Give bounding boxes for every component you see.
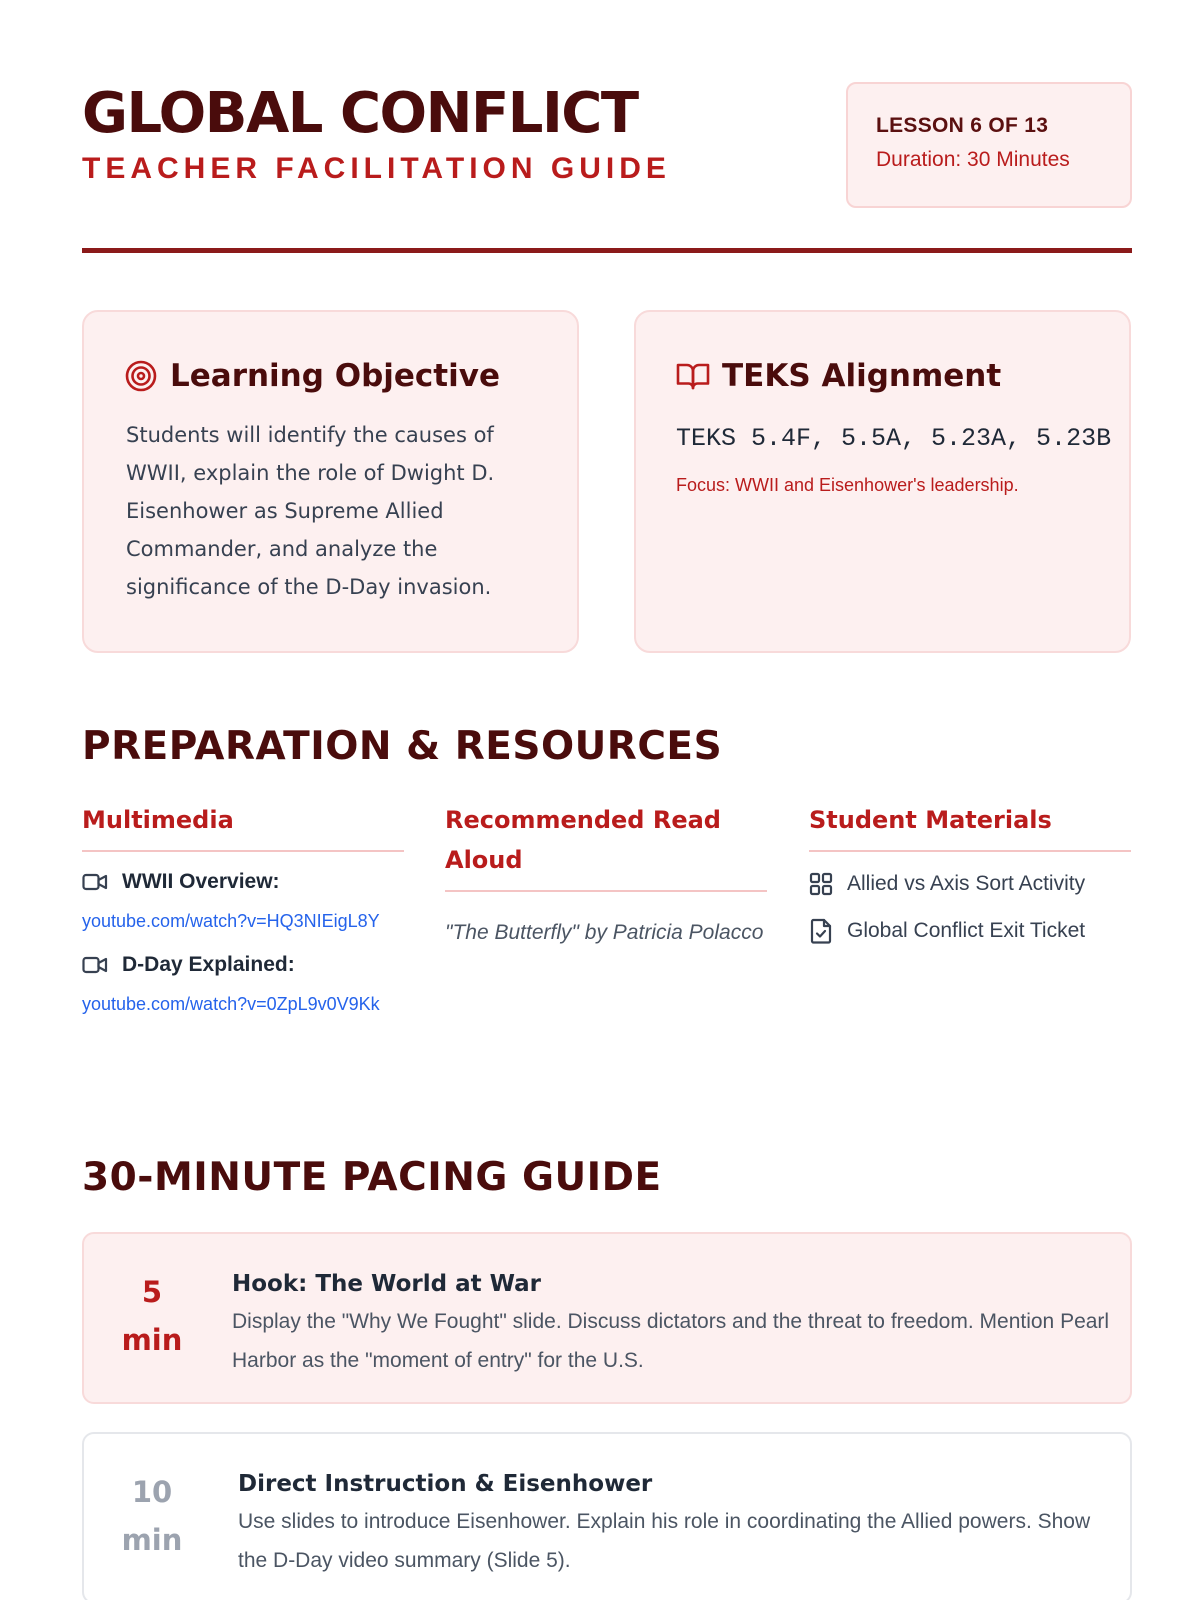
video-icon: [82, 955, 108, 975]
youtube-link[interactable]: youtube.com/watch?v=0ZpL9v0V9Kk: [82, 994, 380, 1014]
pacing-step: [82, 1432, 1132, 1600]
youtube-link[interactable]: youtube.com/watch?v=HQ3NIEigL8Y: [82, 911, 380, 931]
multimedia-label: [82, 870, 404, 894]
lesson-duration: Duration: 30 Minutes: [876, 148, 1070, 171]
multimedia-title: WWII Overview:: [122, 870, 280, 893]
multimedia-label: [82, 953, 404, 977]
pacing-heading: 30-MINUTE PACING GUIDE: [82, 1155, 662, 1200]
teks-alignment-card: [634, 310, 1131, 653]
teks-focus: Focus: WWII and Eisenhower's leadership.: [676, 475, 1019, 495]
video-icon: [82, 872, 108, 892]
read-aloud-column: [445, 800, 767, 950]
pacing-description: Use slides to introduce Eisenhower. Explain his role in coordinating the Allied powers. Show the D-Day video summary (Slide 5).: [238, 1510, 1091, 1572]
multimedia-item: [82, 870, 404, 935]
learning-objective-card: [82, 310, 579, 653]
learning-objective-text: Students will identify the causes of WWII, explain the role of Dwight D. Eisenhower as Supreme Allied Commander, and analyze the significance of the D-Day invasion.: [126, 423, 495, 599]
file-check-icon: [809, 918, 833, 944]
material-label: Allied vs Axis Sort Activity: [847, 872, 1086, 895]
lesson-info-box: [846, 82, 1132, 208]
target-icon: [124, 359, 158, 393]
pacing-title: Direct Instruction & Eisenhower: [238, 1471, 653, 1497]
page-header: [82, 82, 1132, 212]
multimedia-title: D-Day Explained:: [122, 953, 295, 976]
multimedia-heading: Multimedia: [82, 800, 404, 852]
pacing-unit: min: [121, 1523, 183, 1557]
pacing-step: [82, 1232, 1132, 1404]
header-divider: [82, 248, 1132, 253]
pacing-title: Hook: The World at War: [232, 1271, 542, 1297]
pacing-time: [102, 1468, 202, 1564]
preparation-heading: PREPARATION & RESOURCES: [82, 724, 723, 769]
multimedia-item: [82, 953, 404, 1018]
open-book-icon: [676, 361, 710, 391]
student-materials-column: [809, 800, 1131, 944]
read-aloud-text: "The Butterfly" by Patricia Polacco: [445, 921, 764, 944]
grid-icon: [809, 872, 833, 896]
learning-objective-header: [124, 358, 500, 394]
pacing-minutes: 5: [141, 1275, 163, 1309]
page-subtitle: TEACHER FACILITATION GUIDE: [82, 152, 671, 185]
page-title: GLOBAL CONFLICT: [82, 81, 638, 146]
pacing-minutes: 10: [131, 1475, 173, 1509]
material-label: Global Conflict Exit Ticket: [847, 919, 1086, 942]
material-item: [809, 872, 1131, 896]
pacing-description: Display the "Why We Fought" slide. Discuss dictators and the threat to freedom. Mention Pearl Harbor as the "moment of entry" for the U.S.: [232, 1310, 1110, 1372]
material-item: [809, 918, 1131, 944]
teks-alignment-heading: TEKS Alignment: [722, 358, 1002, 394]
read-aloud-heading: Recommended Read Aloud: [445, 800, 767, 892]
multimedia-column: [82, 800, 404, 1018]
pacing-body: [238, 1468, 1118, 1580]
pacing-time: [102, 1268, 202, 1364]
pacing-unit: min: [121, 1323, 183, 1357]
student-materials-heading: Student Materials: [809, 800, 1131, 852]
pacing-body: [232, 1268, 1112, 1380]
learning-objective-heading: Learning Objective: [170, 358, 500, 394]
lesson-number: LESSON 6 OF 13: [876, 114, 1049, 137]
teks-alignment-header: [676, 358, 1001, 394]
teks-codes: TEKS 5.4F, 5.5A, 5.23A, 5.23B: [676, 424, 1112, 453]
